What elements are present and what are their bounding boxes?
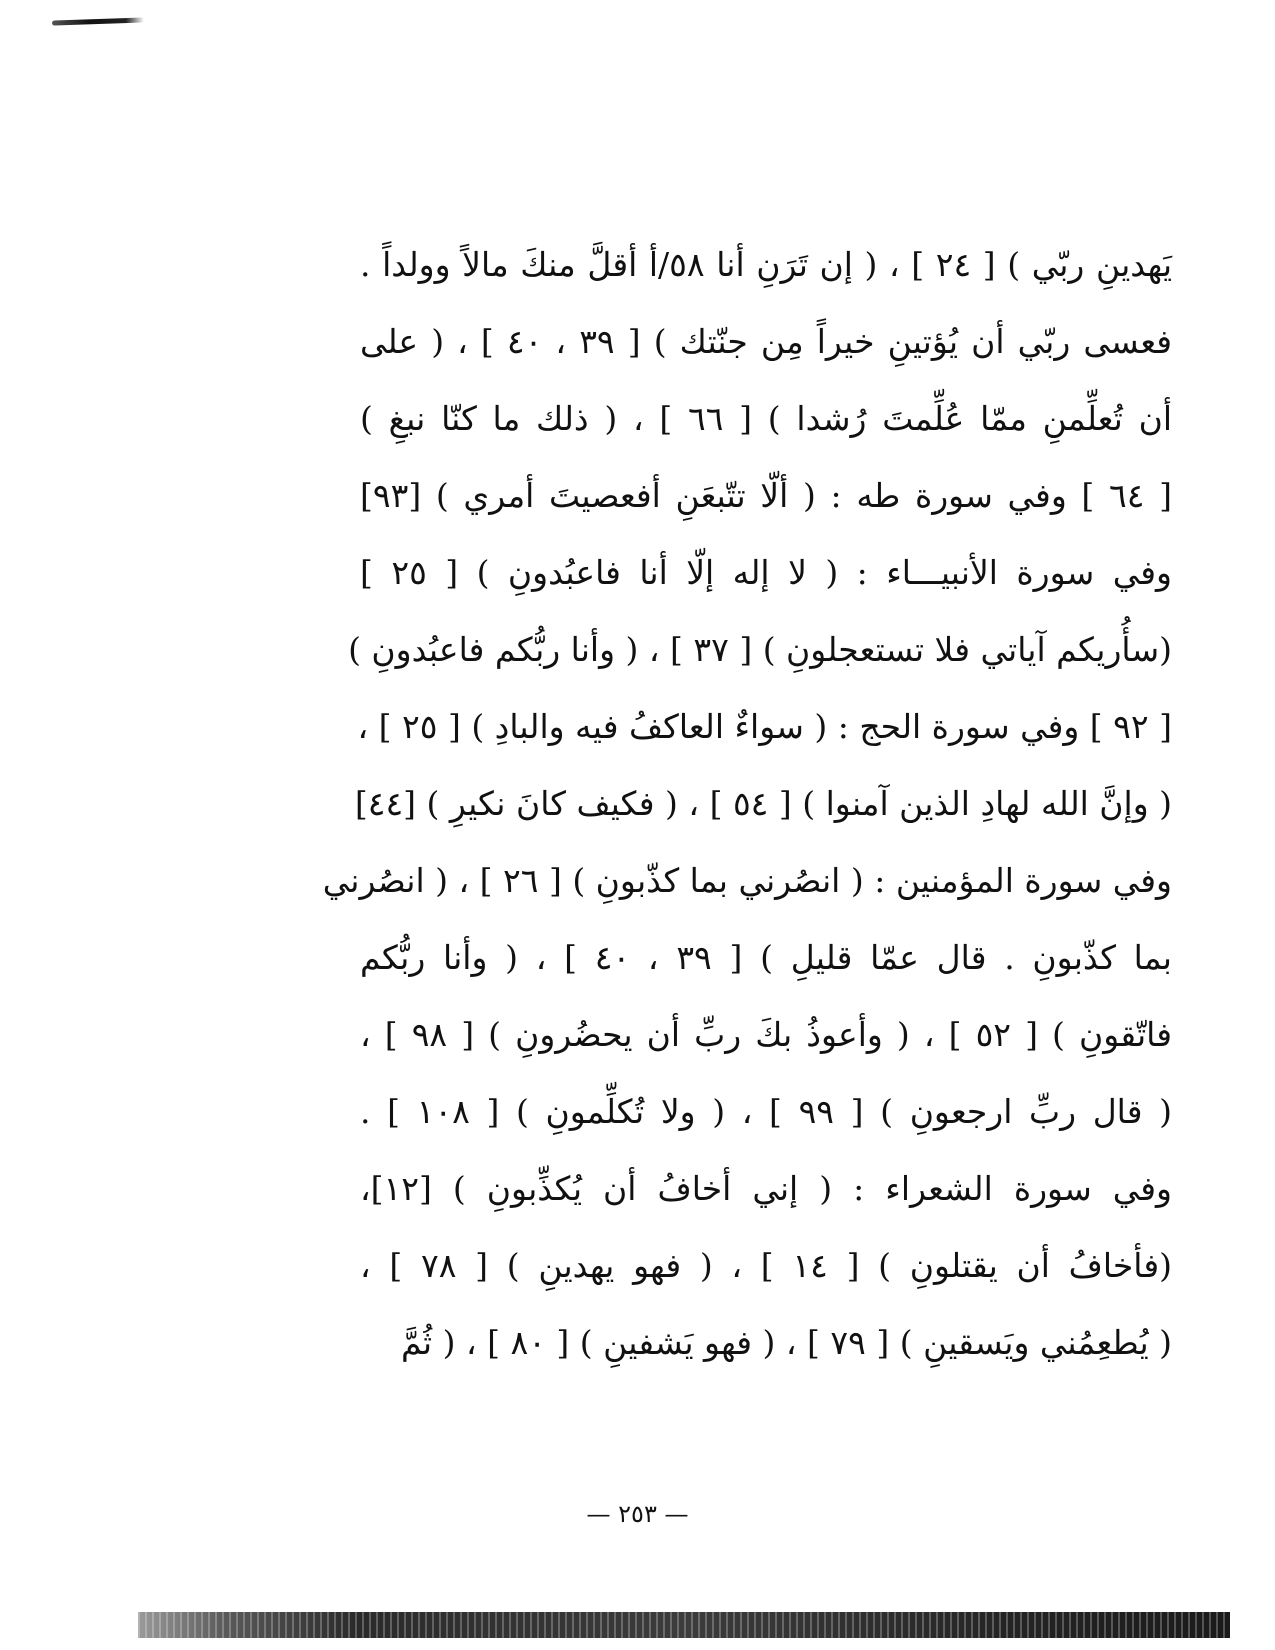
text-line-1: يَهدينِ ربّي ) [ ٢٤ ] ، ( إن تَرَنِ أنا ٥٨/أ أقلَّ منكَ مالاً وولداً . <box>360 245 1173 284</box>
text-line-3: أن تُعلِّمنِ ممّا عُلِّمتَ رُشدا ) [ ٦٦ ] ، ( ذلك ما كنّا نبغِ ) <box>360 399 1172 438</box>
page-body <box>322 226 1173 1381</box>
text-line-12: ( قال ربِّ ارجعونِ ) [ ٩٩ ] ، ( ولا تُكلِّمونِ ) [ ١٠٨ ] . <box>360 1092 1173 1131</box>
text-line-7: [ ٩٢ ] وفي سورة الحج : ( سواءٌ العاكفُ فيه والبادِ ) [ ٢٥ ] ، <box>357 707 1172 746</box>
text-line-4: [ ٦٤ ] وفي سورة طه : ( ألّا تتّبعَنِ أفعصيتَ أمري ) [٩٣] <box>360 476 1172 515</box>
text-line-6: (سأُريكم آياتي فلا تستعجلونِ ) [ ٣٧ ] ، ( وأنا ربُّكم فاعبُدونِ ) <box>348 630 1172 669</box>
text-line-5: وفي سورة الأنبيـــاء : ( لا إله إلّا أنا فاعبُدونِ ) [ ٢٥ ] <box>360 553 1172 592</box>
page-number: — ٢٥٣ — <box>586 1500 689 1528</box>
text-line-13: وفي سورة الشعراء : ( إني أخافُ أن يُكذِّبونِ ) [١٢]، <box>360 1169 1172 1208</box>
text-line-2: فعسى ربّي أن يُؤتينِ خيراً مِن جنّتك ) [ ٣٩ ، ٤٠ ] ، ( على <box>360 322 1173 361</box>
text-line-11: فاتّقونِ ) [ ٥٢ ] ، ( وأعوذُ بكَ ربِّ أن يحضُرونِ ) [ ٩٨ ] ، <box>360 1015 1172 1054</box>
scan-artifact-top <box>52 17 144 25</box>
text-line-14: (فأخافُ أن يقتلونِ ) [ ١٤ ] ، ( فهو يهدينِ ) [ ٧٨ ] ، <box>360 1246 1172 1285</box>
text-line-8: ( وإنَّ الله لهادِ الذين آمنوا ) [ ٥٤ ] ، ( فكيف كانَ نكيرِ ) [٤٤] <box>354 784 1172 823</box>
text-line-10: بما كذّبونِ . قال عمّا قليلِ ) [ ٣٩ ، ٤٠ ] ، ( وأنا ربُّكم <box>360 938 1172 977</box>
text-line-9: وفي سورة المؤمنين : ( انصُرني بما كذّبونِ ) [ ٢٦ ] ، ( انصُرني <box>322 861 1172 900</box>
scan-artifact-bottom <box>138 1612 1230 1638</box>
text-line-15: ( يُطعِمُني ويَسقينِ ) [ ٧٩ ] ، ( فهو يَشفينِ ) [ ٨٠ ] ، ( ثُمَّ <box>400 1323 1172 1362</box>
